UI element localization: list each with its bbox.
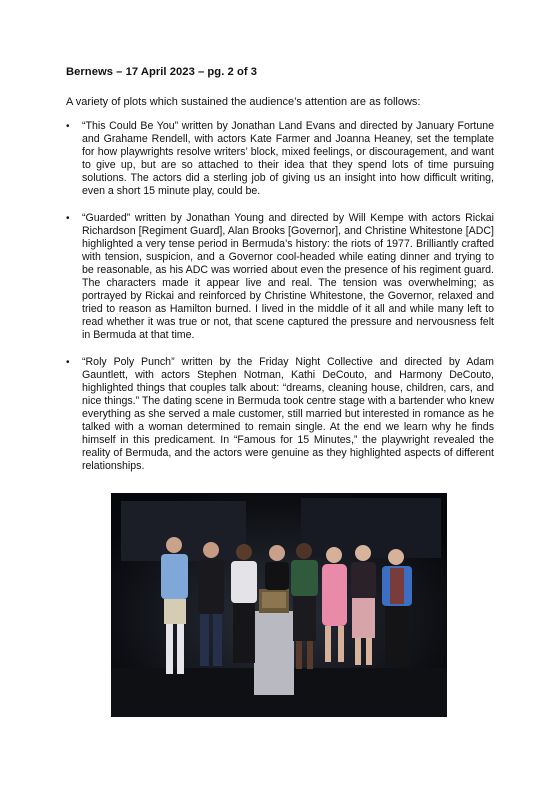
intro-paragraph: A variety of plots which sustained the audience’s attention are as follows: [66, 96, 421, 108]
list-item-text: “This Could Be You” written by Jonathan Land Evans and directed by January Fortune and Grahame Rendell, with actors Kate Farmer and Joanna Heaney, set the template for how playwrights resolve writers’ block, mixed feelings, or discouragement, and want to give up, but are so attached to their idea that they spend lots of time pursuing solutions. The actors did a sterling job of giving us an insight into how difficult writing, even a short 15 minute play, could be. [82, 120, 494, 198]
list-item-text: “Roly Poly Punch” written by the Friday Night Collective and directed by Adam Gauntlett, with actors Stephen Notman, Kathi DeCouto, and Harmony DeCouto, highlighted things that couples talk about: “dreams, cleaning house, children, cars, and nice things.” The dating scene in Bermuda took centre stage with a bartender who knew everything as she served a male customer, still married but interested in romance as he talked with a woman determined to remain single. At the end we learn why he finds himself in this predicament. In “Famous for 15 Minutes,” the playwright revealed the reality of Bermuda, and the actors were genuine as they highlighted aspects of different relationships. [82, 355, 494, 473]
play-list [66, 120, 494, 486]
list-item-text: “Guarded” written by Jonathan Young and directed by Will Kempe with actors Rickai Richardson [Regiment Guard], Alan Brooks [Governor], and Christine Whitestone [ADC] highlighted a very tense period in Bermuda’s history: the riots of 1977. Brilliantly crafted with tension, suspicion, and a Governor cool-headed while eating dinner and trying to be reasonable, as his ADC was worried about even the presence of his regiment guard. The characters made it appear live and real. The tension was overwhelming; as portrayed by Rickai and reinforced by Christine Whitestone, the Governor, relaxed and tried to reason as Hamilton burned. I lived in the middle of it all and while many left to read whether it was true or not, that scene captured the pressure and nervousness felt in Bermuda at that time. [82, 211, 494, 342]
cast-photo [111, 493, 447, 717]
bullet-icon: • [66, 212, 70, 224]
page-header: Bernews – 17 April 2023 – pg. 2 of 3 [66, 66, 258, 78]
list-item [66, 120, 494, 199]
list-item [66, 356, 494, 474]
bullet-icon: • [66, 121, 70, 132]
bullet-icon: • [66, 356, 70, 368]
list-item [66, 212, 494, 343]
